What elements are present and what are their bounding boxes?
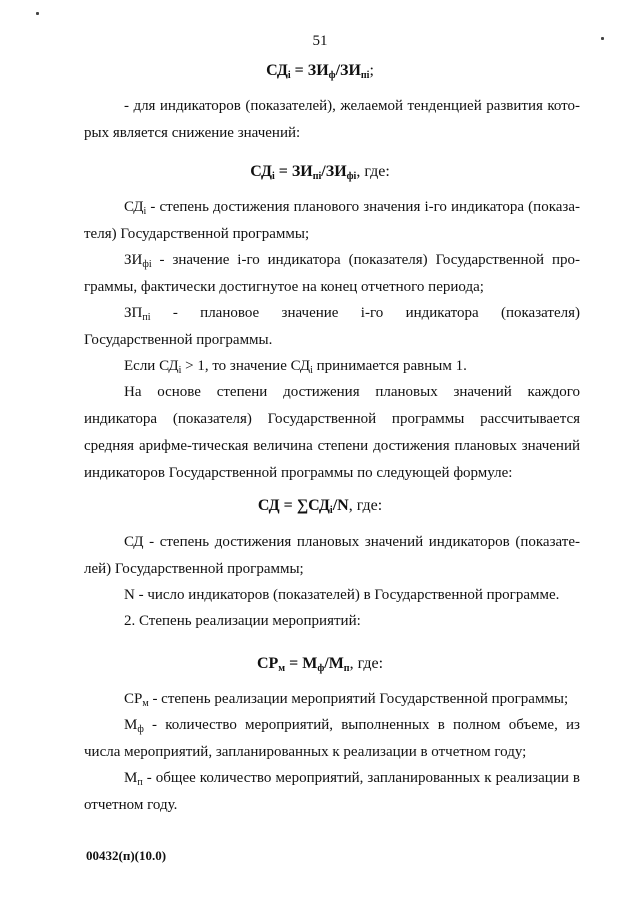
definition-sd-i: $СД_i$ - степень достижения планового значения i-го индикатора (показа-теля) Государственной программы; [84, 199, 580, 242]
definition-zi-fi: $ЗИ_{фi}$ - значение i-го индикатора (показателя) Государственной про-граммы, фактически достигнутое на конец отчетного периода; [84, 252, 580, 295]
document-code-footer: 00432(п)(10.0) [86, 848, 167, 863]
definition-sd-total: СД - степень достижения плановых значений индикаторов (показате-лей) Государственной программы; [84, 534, 580, 577]
formula-sr: $СР_м = М_ф/М_п$, где: [256, 655, 384, 674]
formula-sd-decrease: $СД_i = ЗИ_{пi}/ЗИ_{фi}$, где: [250, 163, 390, 182]
definition-m-p: $М_п$ - общее количество мероприятий, запланированных к реализации в отчетном году. [84, 770, 580, 813]
formula-sd-average: СД = $\sum СД_i/N$, где: [257, 497, 383, 516]
scan-speck [36, 12, 39, 15]
paragraph-average-method: На основе степени достижения плановых значений каждого индикатора (показателя) Государственной программы рассчитывается средняя арифме-тическая величина степени достижения плановых значений индикаторов Государственной программы по следующей формуле: [84, 384, 580, 481]
definition-sr-m: $СР_м$ - степень реализации мероприятий Государственной программы; [124, 691, 569, 709]
definition-m-f: $М_ф$ - количество мероприятий, выполненных в полном объеме, из числа мероприятий, запланированных к реализации в отчетном году; [84, 717, 580, 760]
definition-n: N - число индикаторов (показателей) в Государственной программе. [124, 587, 560, 603]
paragraph-decreasing-indicators: - для индикаторов (показателей), желаемой тенденцией развития кото-рых является снижение значений: [84, 98, 580, 141]
definition-zp-pi: $ЗП_{пi}$ - плановое значение i-го индикатора (показателя) Государственной программы. [84, 305, 580, 348]
section-heading-activities: 2. Степень реализации мероприятий: [124, 613, 361, 629]
page-number: 51 [312, 33, 328, 49]
formula-sd-increase: $СД_i = ЗИ_ф/ЗИ_{пi}$; [266, 62, 374, 81]
condition-sd-cap: Если $СД_i > 1$, то значение $СД_i$ принимается равным 1. [124, 358, 467, 376]
